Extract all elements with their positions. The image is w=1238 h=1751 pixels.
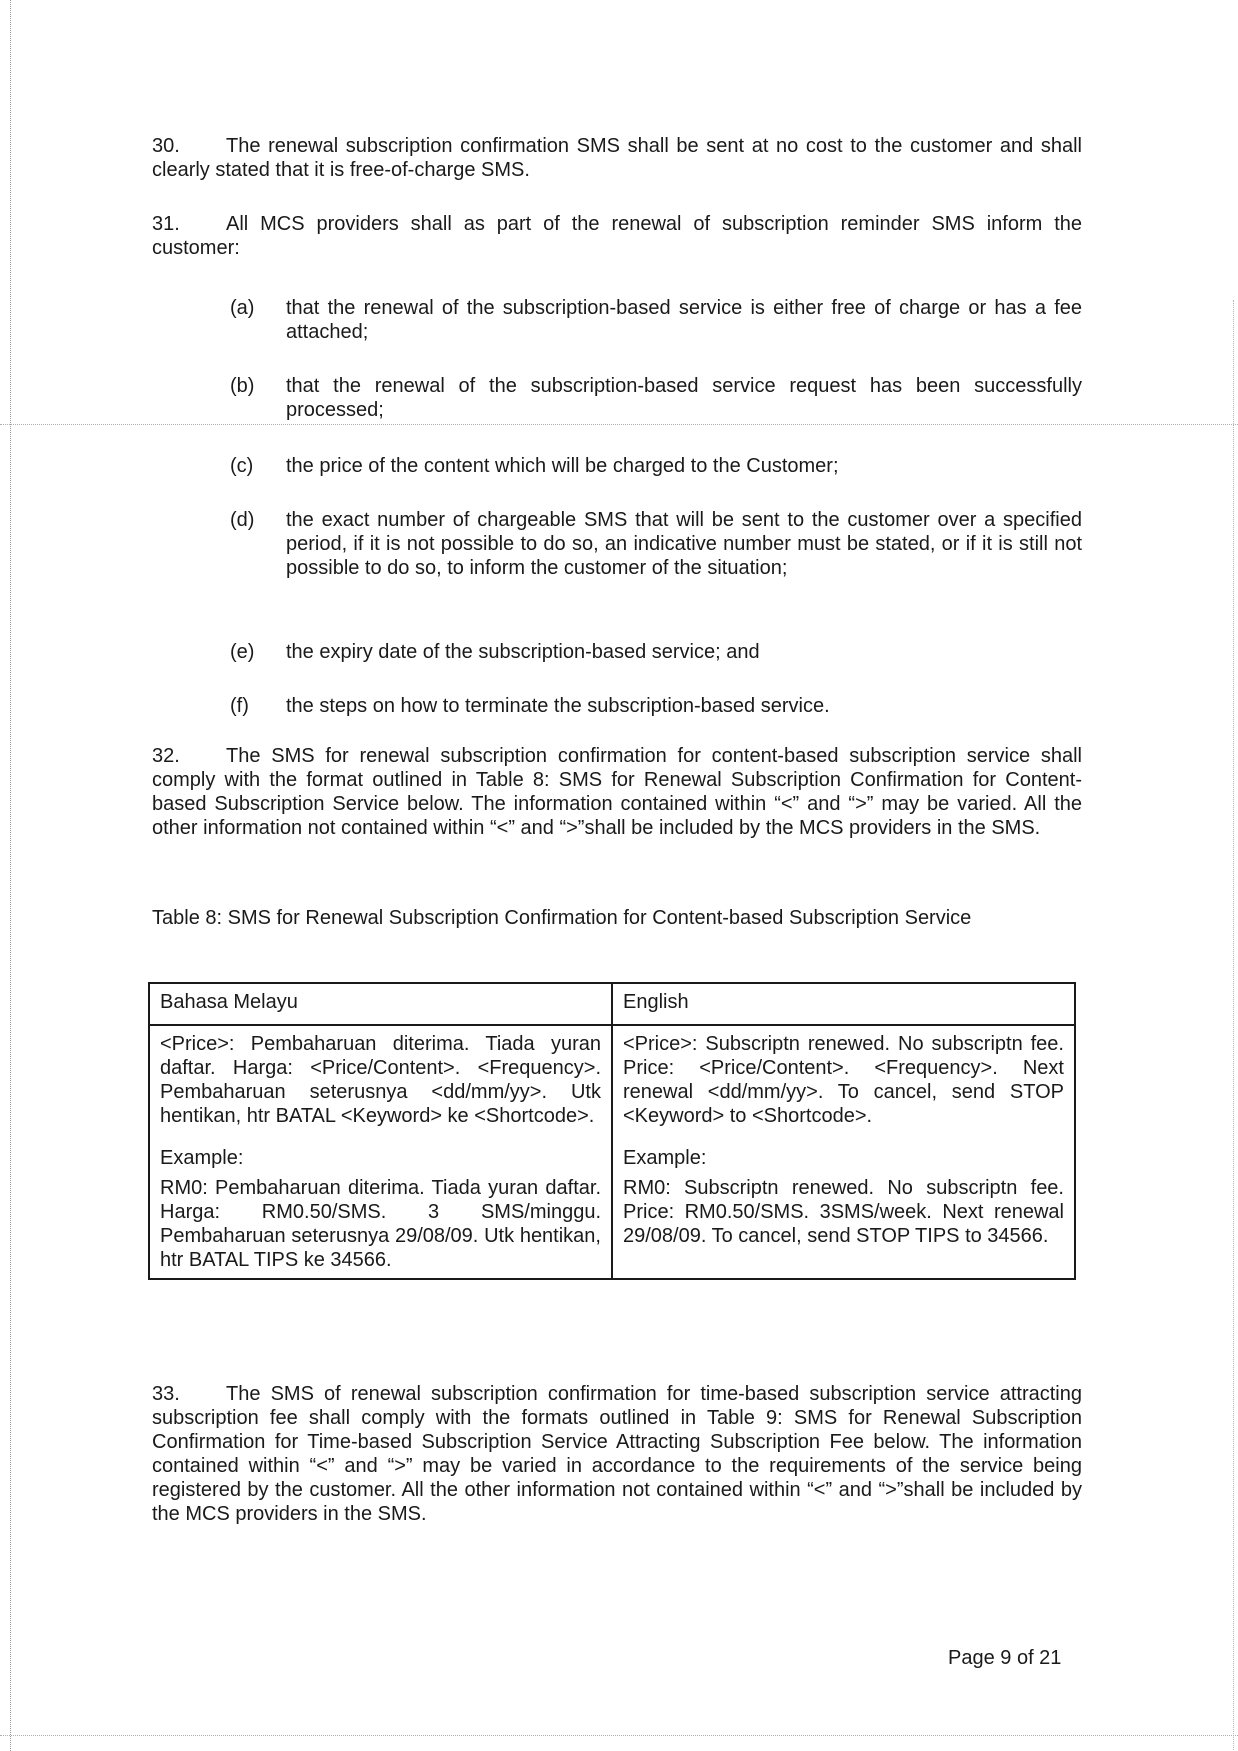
list-item-label: (e) [230, 641, 255, 663]
list-item-label: (a) [230, 297, 255, 319]
paragraph-number: 30. [152, 135, 180, 157]
column-header-english: English [612, 983, 1075, 1025]
paragraph-number: 33. [152, 1383, 180, 1405]
list-item-text: the exact number of chargeable SMS that will be sent to the customer over a specified period, if it is not possible to do so, an indicative number must be stated, or if it is still not possible to do so, to inform the customer of the situation; [286, 509, 1082, 579]
template-text: <Price>: Pembaharuan diterima. Tiada yuran daftar. Harga: <Price/Content>. <Frequency>. Pembaharuan seterusnya <dd/mm/yy>. Utk hentikan, htr BATAL <Keyword> ke <Shortcode>. [160, 1033, 601, 1127]
paragraph-33 [152, 1382, 1082, 1526]
paragraph-text: All MCS providers shall as part of the renewal of subscription reminder SMS inform the customer: [152, 213, 1082, 259]
paragraph-30 [152, 134, 1082, 182]
list-item-text: that the renewal of the subscription-based service is either free of charge or has a fee attached; [286, 297, 1082, 343]
list-item-text: the expiry date of the subscription-based service; and [286, 641, 760, 663]
table-header-row [149, 983, 1075, 1025]
example-label: Example: [160, 1147, 244, 1169]
page-number: Page 9 of 21 [948, 1647, 1062, 1669]
scan-line [0, 1735, 1238, 1736]
example-text: RM0: Subscriptn renewed. No subscriptn fee. Price: RM0.50/SMS. 3SMS/week. Next renewal 29/08/09. To cancel, send STOP TIPS to 34566. [623, 1177, 1064, 1247]
list-item-text: that the renewal of the subscription-based service request has been successfully processed; [286, 375, 1082, 421]
table-row [149, 1025, 1075, 1279]
scan-line [0, 424, 1238, 425]
list-item-text: the steps on how to terminate the subscription-based service. [286, 695, 830, 717]
paragraph-31 [152, 212, 1082, 260]
table-caption: Table 8: SMS for Renewal Subscription Confirmation for Content-based Subscription Service [152, 907, 972, 929]
sms-format-table [148, 982, 1076, 1280]
example-text: RM0: Pembaharuan diterima. Tiada yuran daftar. Harga: RM0.50/SMS. 3 SMS/minggu. Pembaharuan seterusnya 29/08/09. Utk hentikan, htr BATAL TIPS ke 34566. [160, 1177, 601, 1271]
list-item-label: (b) [230, 375, 255, 397]
list-item-label: (d) [230, 509, 255, 531]
list-item-label: (c) [230, 455, 254, 477]
scan-edge-left [10, 0, 11, 1751]
paragraph-number: 31. [152, 213, 180, 235]
paragraph-32 [152, 744, 1082, 840]
paragraph-text: The renewal subscription confirmation SMS shall be sent at no cost to the customer and shall clearly stated that it is free-of-charge SMS. [152, 135, 1082, 181]
column-header-malay: Bahasa Melayu [149, 983, 612, 1025]
example-label: Example: [623, 1147, 707, 1169]
paragraph-text: The SMS of renewal subscription confirmation for time-based subscription service attracting subscription fee shall comply with the formats outlined in Table 9: SMS for Renewal Subscription Confirmation for Time-based Subscription Service Attracting Subscription Fee below. The information contained within “<” and “>” may be varied in accordance to the requirements of the service being registered by the customer. All the other information not contained within “<” and “>”shall be included by the MCS providers in the SMS. [152, 1383, 1082, 1525]
scan-edge-right [1233, 300, 1234, 1750]
english-cell [612, 1025, 1075, 1279]
malay-cell [149, 1025, 612, 1279]
template-text: <Price>: Subscriptn renewed. No subscriptn fee. Price: <Price/Content>. <Frequency>. Next renewal <dd/mm/yy>. To cancel, send STOP <Keyword> to <Shortcode>. [623, 1033, 1064, 1127]
list-item-label: (f) [230, 695, 249, 717]
paragraph-text: The SMS for renewal subscription confirmation for content-based subscription service shall comply with the format outlined in Table 8: SMS for Renewal Subscription Confirmation for Content-based Subscription Service below. The information contained within “<” and “>” may be varied. All the other information not contained within “<” and “>”shall be included by the MCS providers in the SMS. [152, 745, 1082, 839]
paragraph-number: 32. [152, 745, 180, 767]
list-item-text: the price of the content which will be charged to the Customer; [286, 455, 839, 477]
